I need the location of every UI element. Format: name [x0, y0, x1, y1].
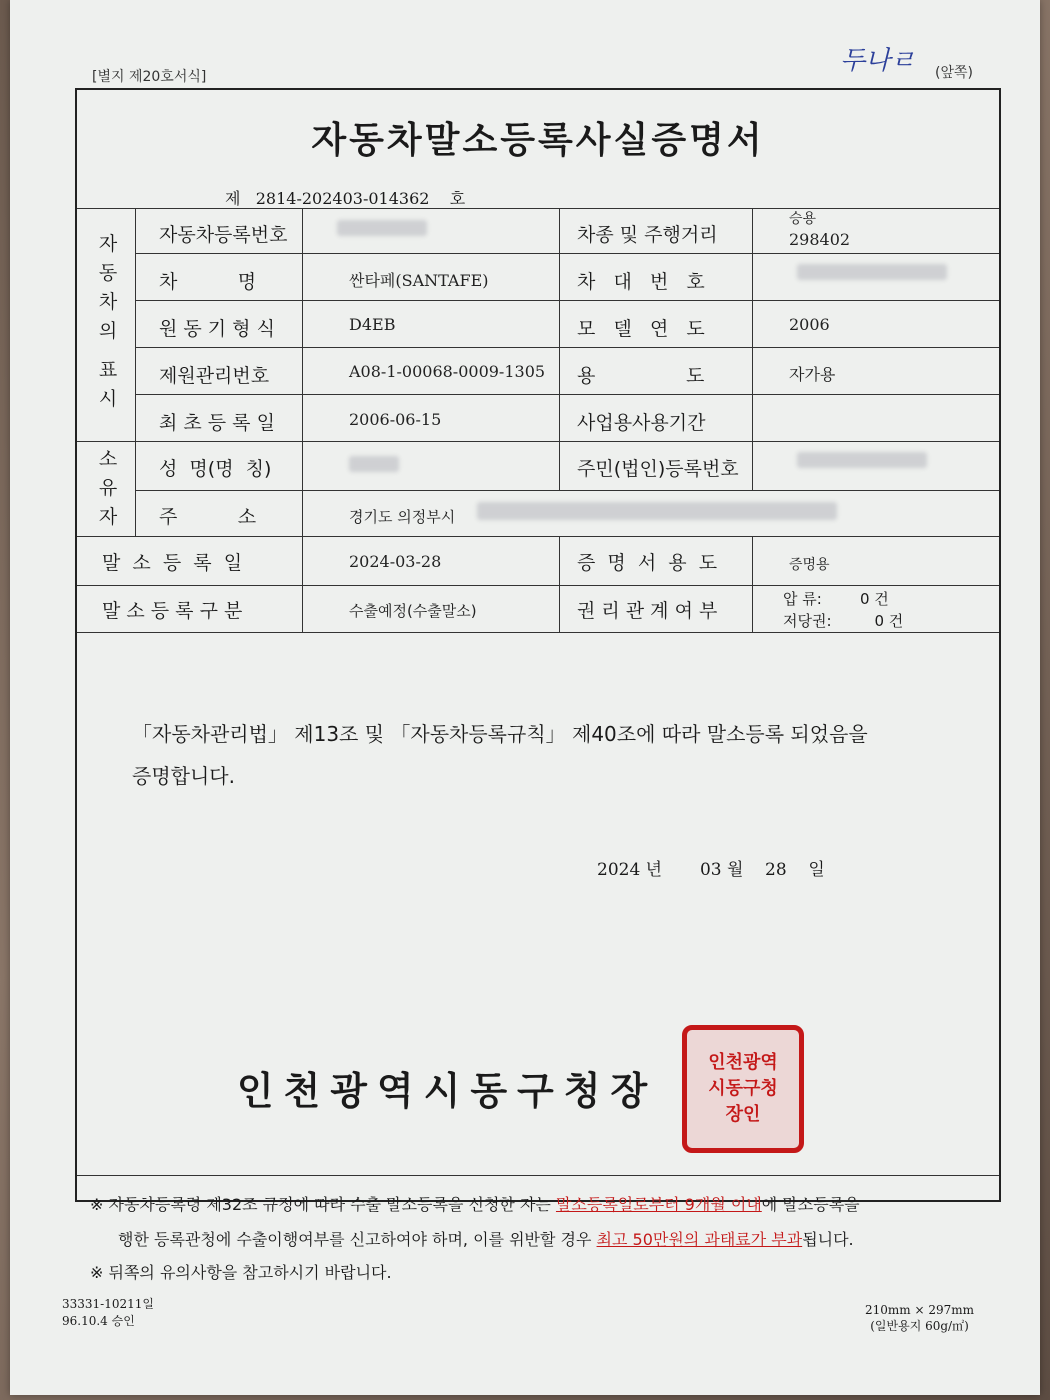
redacted-vin — [797, 264, 947, 280]
label-certificate-purpose: 증 명 서 용 도 — [577, 552, 718, 574]
row-line — [135, 253, 999, 254]
value-mileage: 298402 — [789, 230, 851, 249]
notice-1-line-2: 행한 등록관청에 수출이행여부를 신고하여야 하며, 이를 위반할 경우 최고 50만원의 과태료가 부과됩니다. — [118, 1230, 854, 1249]
row-line — [135, 394, 999, 395]
label-vin: 차 대 번 호 — [577, 271, 705, 293]
label-spec-number: 제원관리번호 — [159, 365, 270, 387]
row-line — [77, 441, 999, 442]
col-line — [559, 536, 560, 632]
value-address: 경기도 의정부시 — [349, 508, 456, 526]
row-line — [135, 300, 999, 301]
issuing-authority: 인천광역시동구청장 — [236, 1069, 658, 1113]
notice-1-line-1: ※ 자동차등록령 제32조 규정에 따라 수출 말소등록을 신청한 자는 말소등록일로부터 9개월 이내에 말소등록을 — [90, 1195, 860, 1214]
label-usage: 용 도 — [577, 365, 705, 387]
notice-divider — [77, 1175, 999, 1176]
label-vehicle-name: 차 명 — [159, 271, 257, 293]
label-address: 주 소 — [159, 506, 257, 528]
row-line — [135, 490, 999, 491]
value-engine-type: D4EB — [349, 315, 396, 334]
seizure-row: 압 류: 0 건 — [783, 590, 889, 608]
col-line — [135, 208, 136, 536]
label-owner-id: 주민(법인)등록번호 — [577, 458, 739, 480]
form-code: 33331-10211일 96.10.4 승인 — [62, 1297, 154, 1328]
handwritten-note: 두나ㄹ — [840, 46, 916, 76]
table-top-line — [77, 208, 999, 209]
certificate-frame — [75, 88, 1001, 1202]
label-owner-name: 성 명(명 칭) — [159, 458, 272, 480]
issue-date: 2024 년 03 월 28 일 — [597, 860, 825, 880]
front-side-note: (앞쪽) — [935, 65, 973, 81]
document-title: 자동차말소등록사실증명서 — [311, 120, 765, 161]
paper-size: 210mm × 297mm (일반용지 60g/㎡) — [865, 1303, 975, 1333]
vehicle-section-label: 자 동 차 의 표 시 — [98, 233, 118, 410]
label-model-year: 모 델 연 도 — [577, 318, 705, 340]
value-vehicle-type: 승용 — [789, 211, 817, 227]
official-seal: 인천광역시동구청장인 — [682, 1025, 804, 1153]
value-vehicle-name: 싼타페(SANTAFE) — [349, 271, 489, 290]
col-line — [559, 208, 560, 490]
redacted-address — [477, 502, 837, 520]
col-line — [752, 536, 753, 632]
redacted-registration-number — [337, 220, 427, 236]
label-registration-number: 자동차등록번호 — [159, 224, 288, 246]
value-first-registration: 2006-06-15 — [349, 410, 442, 429]
row-line — [77, 585, 999, 586]
certificate-paper — [10, 0, 1040, 1395]
form-number: [별지 제20호서식] — [92, 69, 207, 85]
row-line — [77, 536, 999, 537]
redacted-owner-id — [797, 452, 927, 468]
notice-2: ※ 뒤쪽의 유의사항을 참고하시기 바랍니다. — [90, 1263, 392, 1282]
value-deregistration-type: 수출예정(수출말소) — [349, 602, 477, 620]
value-certificate-purpose: 증명용 — [789, 557, 830, 573]
col-line — [302, 208, 303, 632]
mortgage-row: 저당권: 0 건 — [783, 612, 904, 630]
row-line — [135, 347, 999, 348]
value-deregistration-date: 2024-03-28 — [349, 552, 442, 571]
col-line — [752, 208, 753, 490]
label-deregistration-type: 말 소 등 록 구 분 — [102, 600, 243, 622]
label-deregistration-date: 말 소 등 록 일 — [102, 552, 243, 574]
label-first-registration: 최 초 등 록 일 — [159, 412, 275, 434]
label-vehicle-type-mileage: 차종 및 주행거리 — [577, 224, 718, 246]
row-line — [77, 632, 999, 633]
redacted-owner-name — [349, 456, 399, 472]
value-usage: 자가용 — [789, 365, 836, 384]
label-business-period: 사업용사용기간 — [577, 412, 706, 434]
label-rights-relation: 권 리 관 계 여 부 — [577, 600, 718, 622]
document-number: 제 2814-202403-014362 호 — [225, 189, 466, 208]
certification-line-2: 증명합니다. — [132, 764, 235, 788]
certification-line-1: 「자동차관리법」 제13조 및 「자동차등록규칙」 제40조에 따라 말소등록 되었음을 — [132, 722, 868, 746]
label-engine-type: 원 동 기 형 식 — [159, 318, 275, 340]
value-spec-number: A08-1-00068-0009-1305 — [349, 362, 546, 381]
value-model-year: 2006 — [789, 315, 830, 334]
owner-section-label: 소 유 자 — [98, 448, 118, 528]
